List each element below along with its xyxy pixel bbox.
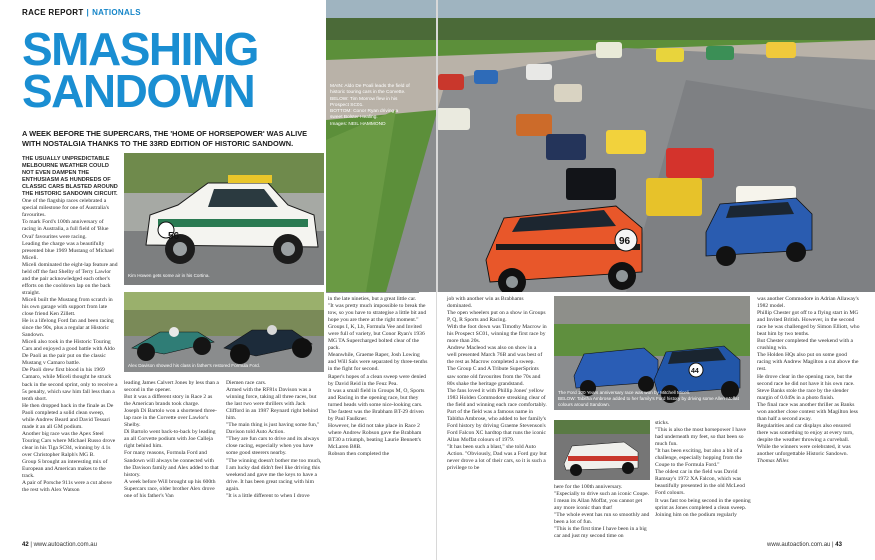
formula-ford-caption: Alex Davison showed his class in father's restored Formula Ford. bbox=[128, 363, 261, 368]
section-separator: | bbox=[86, 8, 90, 17]
paragraph: Raper's hopes of a clean sweep were denied by David Reid in the Feuz Pea. bbox=[328, 373, 427, 387]
section-label: RACE REPORT bbox=[22, 8, 84, 17]
column-1 bbox=[22, 156, 118, 494]
paragraph: He then dropped back in the finale as De Paoli completed a solid clean sweep, while Andrew Beard and David Tessari made it an all GM podium. bbox=[22, 402, 114, 430]
mustang-caption-below: BELOW: Tabitha Ambrose added to her family's Ford history by driving some Allen Moffat colours around Sandown. bbox=[558, 396, 739, 407]
paragraph: "It was pretty much impossible to break the tow, so you have to strategise a little bit and hope you are there at the right moment." bbox=[328, 303, 427, 324]
paragraph: was another Commodore in Adrian Allaway's 1982 model. bbox=[757, 296, 859, 310]
photo-credits bbox=[330, 84, 412, 128]
paragraph: It was fast too being second in the opening sprint as Jones completed a clean sweep. bbox=[655, 497, 751, 511]
paragraph: However, he did not take place in Race 2 where Andrew Robson gave the Brabham BT30 a triumph, beating Laurie Bennett's McLaren B8B. bbox=[328, 422, 422, 450]
paragraph: "It has been such a blast," she told Auto Action. "Obviously, Dad was a Ford guy but never drove a lot of their cars, so it is such a privilege to be bbox=[447, 443, 547, 472]
left-folio-bar: | bbox=[30, 542, 32, 548]
paragraph: sticks. bbox=[655, 420, 670, 426]
paragraph: De Paoli drew first blood in his 1969 Camaro, while Miceli thought he struck back in the second sprint, only to receive a 5s penalty, which saw him fall less than a tenth short. bbox=[22, 367, 118, 402]
paragraph: Phillip Chester got off to a flying start in MG and Invited British. However, in the second race he was challenged by Simon Elliott, who beat him by two tenths. bbox=[757, 310, 860, 338]
paragraph: Part of the field was a famous name in Tabitha Ambrose, who added to her family's Ford history by driving Graeme Stevenson's Ford Falcon XC hardtop that runs the iconic Allan Moffat colours of 1979. bbox=[447, 408, 546, 443]
headline-line-2: SANDOWN bbox=[22, 65, 255, 117]
paragraph: It was a small field in Groups M, O, Sports and Racing in the opening race, but they turned heads with some nice-looking cars. bbox=[328, 387, 425, 408]
credit-images: Images: NEIL HAMMOND bbox=[330, 121, 386, 127]
paragraph: He is a lifelong Ford fan and been racing since the 90s, plus a regular at Historic Sandown. bbox=[22, 318, 114, 339]
paragraph: Robson then completed the bbox=[328, 451, 390, 458]
paragraph: "This is the first time I have been in a big car and just my second time on bbox=[554, 526, 647, 540]
column-7 bbox=[655, 420, 751, 519]
paragraph: The oldest car in the field was David Ramsay's 1972 XA Falcon, which was beautifully presented in the old McLeod Ford colours. bbox=[655, 469, 745, 497]
paragraph: Joining him on the podium regularly bbox=[655, 511, 737, 518]
paragraph: THE USUALLY UNPREDICTABLE MELBOURNE WEATHER COULD NOT EVEN DAMPEN THE ENTHUSIASM AS HUNDREDS OF CLASSIC CARS BLASTED AROUND THE HISTORIC SANDOWN CIRCUIT. bbox=[22, 156, 118, 198]
paragraph: A pair of Porsche 911s were a cut above the rest with Alex Watson bbox=[22, 480, 112, 494]
right-page bbox=[437, 292, 875, 560]
paragraph: The final race was another thriller as Banks won another close contest with Magilton less than half a second away. bbox=[757, 401, 858, 422]
paragraph: While the winners were celebrated, it was another unforgettable Historic Sandown. bbox=[757, 443, 851, 458]
paragraph: "It is a little different to when I drove bbox=[226, 492, 310, 499]
paragraph: Diemen race cars. bbox=[226, 380, 267, 386]
mustang-caption-main: The Ford 100 Years anniversary race was won by Mitchell Miceli. bbox=[558, 390, 691, 395]
paragraph: The open wheelers put on a show in Groups P, Q, R Sports and Racing. bbox=[447, 310, 546, 324]
right-page-number: 43 bbox=[835, 542, 842, 548]
paragraph: The Holden HQs also put on some good racing with Andrew Magilton a cut above the rest. bbox=[757, 352, 859, 373]
right-folio-bar: | bbox=[832, 542, 834, 548]
paragraph: Group S brought an interesting mix of European and American makes to the track. bbox=[22, 459, 108, 480]
main-track-photo bbox=[326, 0, 875, 292]
section-tag bbox=[22, 8, 141, 17]
paragraph: But it was a different story in Race 2 as the American brands took charge. bbox=[124, 394, 213, 408]
cortina-number: 56 bbox=[168, 231, 180, 242]
paragraph: Andrew Macleod was also on show in a well presented March 76B and was best of the rest as Macrow completed a sweep. bbox=[447, 345, 543, 366]
paragraph: "They are fun cars to drive and its always close racing, especially when you have some good steerers nearby. bbox=[226, 436, 319, 457]
paragraph: "This is also the most horsepower I have had underneath my feet, so that been so much fun. bbox=[655, 427, 746, 448]
author-byline: Thomas Miles bbox=[757, 458, 789, 465]
paragraph: Di Bartolo went back-to-back by leading an all Corvette podium with Joe Calleja right behind him. bbox=[124, 429, 216, 450]
paragraph: Miceli also took in the Historic Touring Cars and enjoyed a good battle with Aldo De Paoli as the pair put on the classic Mustang v Camaro battle. bbox=[22, 339, 115, 367]
paragraph: Another big race was the Apex Steel Touring Cars where Michael Russo drove clear in his Tiga SC84, winning by 4.1s over Christopher Ralph's MG B. bbox=[22, 430, 116, 458]
column-8 bbox=[757, 296, 861, 465]
paragraph: A week before Will brought up his 600th Supercars race, older brother Alex drove one of his father's Van bbox=[124, 478, 216, 499]
falcon-coupe-photo bbox=[554, 420, 650, 480]
paragraph: With the foot down was Timothy Macrow in his Prospect SC01, winning the first race by more than 20s. bbox=[447, 324, 547, 345]
paragraph: leading James Calvert Jones by less than a second in the opener. bbox=[124, 380, 219, 394]
paragraph: Groups I, K, Lb, Formula Vee and Invited were full of variety, but Conor Ryan's 1936 MG TA Supercharged bolted clear of the pack. bbox=[328, 324, 425, 352]
paragraph: The Group C and A Tribute SuperSprints saw some old favourites from the 70s and 80s shake the heritage grandstand. bbox=[447, 366, 541, 387]
paragraph: Leading the charge was a beautifully presented blue 1969 Mustang of Michael Miceli. bbox=[22, 240, 114, 261]
left-page-number: 42 bbox=[22, 542, 29, 548]
paragraph: "It has been exciting, but also a bit of a challenge, especially hopping from the Coupe to the Formula Ford." bbox=[655, 448, 743, 469]
paragraph: To mark Ford's 100th anniversary of racing in Australia, a full field of 'Blue Oval' favourites were racing. bbox=[22, 219, 109, 240]
paragraph: Joseph Di Bartolo won a shortened three-lap race in the Corvette over Lawlor's Shelby. bbox=[124, 408, 217, 429]
paragraph: Regularities and car displays also ensured there was something to enjoy at every turn, despite the weather throwing a curveball. bbox=[757, 422, 854, 443]
cortina-photo bbox=[124, 153, 324, 285]
paragraph: But Chester completed the weekend with a crushing win. bbox=[757, 338, 853, 352]
left-folio bbox=[22, 542, 97, 548]
column-4 bbox=[328, 296, 428, 458]
paragraph: One of the flagship races celebrated a special milestone for one of Australia's favourites. bbox=[22, 198, 109, 219]
paragraph: "Especially to drive such an iconic Coupe. I mean its Allan Moffat, you cannot get any more iconic than that! bbox=[554, 491, 650, 512]
paragraph: Meanwhile, Graeme Raper, Josh Lowing and Will Sals were separated by three-tenths in the fight for second. bbox=[328, 352, 428, 373]
paragraph: The fans loved it with Phillip Jones' yellow 1983 Holden Commodore streaking clear of the field and winning each race comfortably. bbox=[447, 387, 547, 408]
column-2 bbox=[124, 380, 220, 500]
paragraph: "The winning doesn't bother me too much, I am lucky dad didn't feel like driving this weekend and gave me the keys to have a drive. It has been great racing with him again. bbox=[226, 457, 322, 492]
right-folio-site[interactable]: www.autoaction.com.au bbox=[767, 542, 831, 548]
right-folio bbox=[767, 542, 842, 548]
cortina-caption: Kim Howen gets some air in his Cortina. bbox=[128, 273, 210, 278]
headline-line-1: SMASHING bbox=[22, 23, 258, 75]
mustang-photo bbox=[554, 296, 750, 410]
paragraph: The fastest was the Brabham BT-29 driven by Paul Faulkner. bbox=[328, 408, 424, 422]
deck: A WEEK BEFORE THE SUPERCARS, THE 'HOME OF HORSEPOWER' WAS ALIVE WITH NOSTALGIA THANKS TO THE 33RD EDITION OF HISTORIC SANDOWN. bbox=[22, 129, 308, 148]
paragraph: "The main thing is just having some fun," Davison told Auto Action. bbox=[226, 422, 320, 436]
paragraph: Armed with the RF81s Davison was a winning force, taking all three races, but the last two were thrillers with Jack Clifford in an 1987 Reynard right behind him. bbox=[226, 387, 318, 422]
column-3 bbox=[226, 380, 322, 500]
paragraph: Miceli built the Mustang from scratch in his own garage with support from late close friend Ken Zillett. bbox=[22, 296, 113, 318]
credit-main: MAIN: Aldo De Poali leads the field of historic touring cars in the Corvette. bbox=[330, 84, 410, 96]
paragraph: "The whole event has run so smoothly and been a lot of fun. bbox=[554, 512, 650, 526]
column-6 bbox=[554, 484, 650, 540]
paragraph: For many reasons, Formula Ford and Sandown will always be connected with the Davison family and Alex added to that history. bbox=[124, 450, 219, 478]
credit-bottom: BOTTOM: Conor Ryan driving a sweet Bolster Healing. bbox=[330, 109, 399, 121]
camaro-number: 96 bbox=[619, 236, 631, 247]
mustang-number: 44 bbox=[691, 368, 699, 375]
paragraph: Miceli dominated the eight-lap feature and held off the fast Shelby of Terry Lawlor and the pair acknowledged each other's efforts on the cooldown lap on the back straight. bbox=[22, 261, 118, 296]
subsection-label: NATIONALS bbox=[92, 8, 141, 17]
headline bbox=[22, 23, 322, 117]
left-folio-site[interactable]: www.autoaction.com.au bbox=[33, 542, 97, 548]
mustang-caption bbox=[558, 390, 746, 408]
paragraph: He drove clear in the opening race, but the second race he did not have it his own race. Steve Banks stole the race by the slender margin of 0.049s in a photo finish. bbox=[757, 373, 855, 401]
paragraph: here for the 100th anniversary. bbox=[554, 484, 623, 490]
credit-below: BELOW: Tim Morrow flew in his Prospect SC01. bbox=[330, 96, 398, 108]
formula-ford-photo bbox=[124, 292, 324, 372]
paragraph: job with another win as Brabhams dominated. bbox=[447, 296, 524, 310]
paragraph: in the late nineties, but a great little car. bbox=[328, 296, 417, 302]
column-5 bbox=[447, 296, 547, 472]
